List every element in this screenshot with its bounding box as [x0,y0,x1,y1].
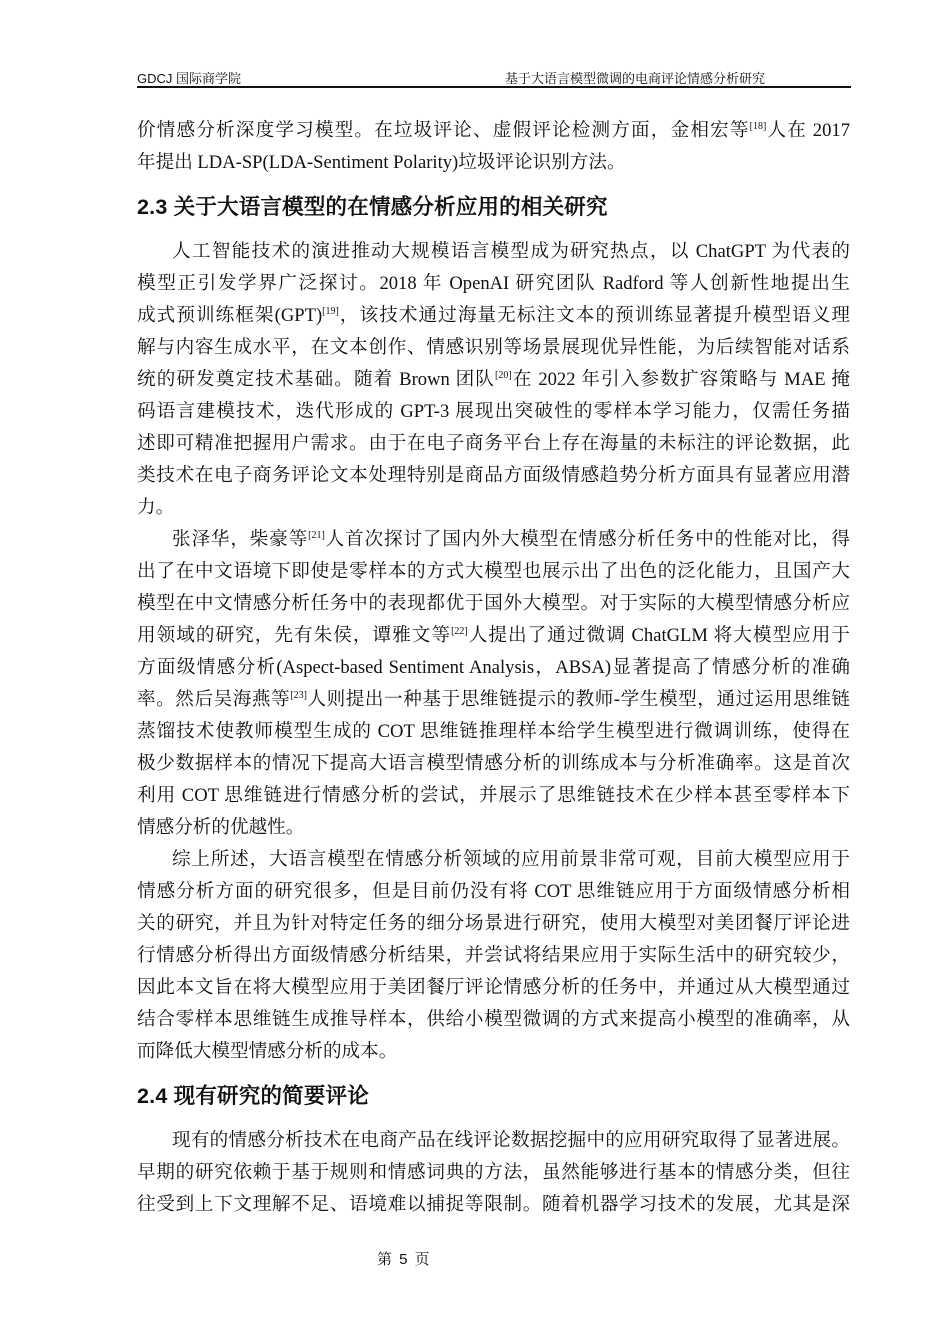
text-line [137,115,850,147]
text-segment: 早期的研究依赖于基于规则和情感词典的方法，虽然能够进行基本的情感分类，但往 [137,1162,850,1183]
text-line [137,908,850,940]
text-line [137,236,850,268]
text-line [137,620,850,652]
text-line [137,876,850,908]
section-heading: 2.4 现有研究的简要评论 [137,1084,369,1108]
text-segment: 方面级情感分析(Aspect-based Sentiment Analysis，ABSA)显著提高了情感分析的准确 [137,657,850,678]
text-segment: 年提出 LDA-SP(LDA-Sentiment Polarity)垃圾评论识别方法。 [137,152,626,173]
text-segment: 综上所述，大语言模型在情感分析领域的应用前景非常可观，目前大模型应用于 [172,849,850,870]
citation-ref: [18] [749,121,767,132]
text-line [137,396,850,428]
text-segment: 行情感分析得出方面级情感分析结果，并尝试将结果应用于实际生活中的研究较少， [137,945,850,966]
text-line [137,716,850,748]
text-segment: 蒸馏技术使教师模型生成的 COT 思维链推理样本给学生模型进行微调训练，使得在 [137,721,850,742]
text-segment: 关的研究，并且为针对特定任务的细分场景进行研究，使用大模型对美团餐厅评论进 [137,913,850,934]
text-line [137,300,850,332]
text-line [137,492,850,524]
citation-ref: [20] [495,370,512,381]
text-line [137,780,850,812]
text-line [137,428,850,460]
text-segment: 利用 COT 思维链进行情感分析的尝试，并展示了思维链技术在少样本甚至零样本下 [137,785,850,806]
text-line [137,972,850,1004]
text-line [137,1036,850,1068]
citation-ref: [23] [290,690,307,701]
text-segment: 情感分析的优越性。 [137,817,305,838]
text-segment: 极少数据样本的情况下提高大语言模型情感分析的训练成本与分析准确率。这是首次 [137,753,850,774]
citation-ref: [21] [308,530,325,541]
text-segment: 人在 2017 [766,120,850,141]
text-line [137,588,850,620]
header-rule [137,86,851,88]
text-segment: 成式预训练框架(GPT) [137,305,323,326]
paragraph [137,524,850,844]
section-heading: 2.3 关于大语言模型的在情感分析应用的相关研究 [137,195,608,219]
text-segment: 模型正引发学界广泛探讨。2018 年 OpenAI 研究团队 Radford 等人创新性地提出生 [137,273,850,294]
text-line [137,147,850,179]
text-line [137,268,850,300]
text-line [137,1157,850,1189]
text-line [137,524,850,556]
header-institution: GDCJ 国际商学院 [137,71,242,86]
text-line [137,1004,850,1036]
text-line [137,1125,850,1157]
text-line [137,460,850,492]
header-thesis-title: 基于大语言模型微调的电商评论情感分析研究 [505,71,766,86]
text-segment: 码语言建模技术，迭代形成的 GPT-3 展现出突破性的零样本学习能力，仅需任务描 [137,401,850,422]
paragraph [137,844,850,1068]
page-number: 第 5 页 [377,1251,430,1268]
text-segment: 解与内容生成水平，在文本创作、情感识别等场景展现优异性能，为后续智能对话系 [137,337,850,358]
paragraph [137,1125,850,1221]
text-segment: 力。 [137,497,175,518]
text-segment: 人则提出一种基于思维链提示的教师-学生模型，通过运用思维链 [306,689,850,710]
citation-ref: [19] [322,306,339,317]
paragraph [137,115,850,179]
text-line [137,940,850,972]
text-segment: 述即可精准把握用户需求。由于在电子商务平台上存在海量的未标注的评论数据，此 [137,433,850,454]
text-line [137,556,850,588]
text-segment: 人提出了通过微调 ChatGLM 将大模型应用于 [467,625,850,646]
text-segment: 结合零样本思维链生成推导样本，供给小模型微调的方式来提高小模型的准确率，从 [137,1009,850,1030]
text-segment: 现有的情感分析技术在电商产品在线评论数据挖掘中的应用研究取得了显著进展。 [172,1130,850,1151]
text-line [137,748,850,780]
text-segment: 出了在中文语境下即使是零样本的方式大模型也展示出了出色的泛化能力，且国产大 [137,561,850,582]
text-segment: 率。然后吴海燕等 [137,689,291,710]
text-segment: ，该技术通过海量无标注文本的预训练显著提升模型语义理 [338,305,850,326]
text-line [137,332,850,364]
text-line [137,364,850,396]
text-segment: 而降低大模型情感分析的成本。 [137,1041,398,1062]
paragraph [137,236,850,524]
text-segment: 在 2022 年引入参数扩容策略与 MAE 掩 [511,369,850,390]
text-line [137,844,850,876]
text-segment: 用领域的研究，先有朱侯，谭雅文等 [137,625,452,646]
text-line [137,652,850,684]
text-segment: 模型在中文情感分析任务中的表现都优于国外大模型。对于实际的大模型情感分析应 [137,593,850,614]
text-line [137,1189,850,1221]
text-segment: 类技术在电子商务评论文本处理特别是商品方面级情感趋势分析方面具有显著应用潜 [137,465,850,486]
citation-ref: [22] [451,626,468,637]
text-line [137,812,850,844]
text-segment: 人首次探讨了国内外大模型在情感分析任务中的性能对比，得 [324,529,850,550]
text-segment: 往受到上下文理解不足、语境难以捕捉等限制。随着机器学习技术的发展，尤其是深 [137,1194,850,1215]
text-segment: 张泽华，柴豪等 [172,529,309,550]
text-segment: 价情感分析深度学习模型。在垃圾评论、虚假评论检测方面，金相宏等 [137,120,750,141]
text-line [137,684,850,716]
text-segment: 人工智能技术的演进推动大规模语言模型成为研究热点，以 ChatGPT 为代表的 [172,241,850,262]
page-body [137,115,850,1221]
text-segment: 统的研发奠定技术基础。随着 Brown 团队 [137,369,496,390]
text-segment: 情感分析方面的研究很多，但是目前仍没有将 COT 思维链应用于方面级情感分析相 [137,881,850,902]
text-segment: 因此本文旨在将大模型应用于美团餐厅评论情感分析的任务中，并通过从大模型通过 [137,977,850,998]
